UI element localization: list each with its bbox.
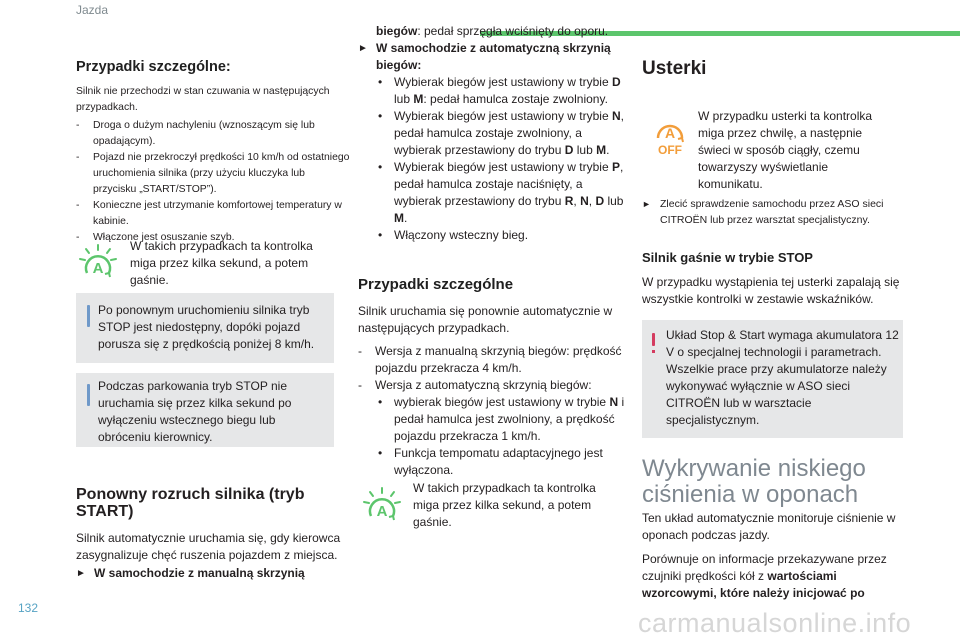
- watermark: carmanualsonline.info: [638, 608, 912, 638]
- special-cases-title: Przypadki szczególne: [358, 276, 514, 293]
- special-cases-intro: Silnik uruchamia się ponownie automatycznie w następujących przypadkach.: [358, 304, 613, 335]
- col2-icon-text: W takich przypadkach ta kontrolka miga przez kilka sekund, a potem gaśnie.: [413, 481, 596, 529]
- col1-item: - Konieczne jest utrzymanie komfortowej temperatury w kabinie.: [76, 198, 351, 230]
- col1-conditions: [76, 84, 351, 246]
- auto-item: • Wybierak biegów jest ustawiony w trybie N, pedał hamulca zostaje zwolniony, a wybierak przestawiony do trybu D lub M.: [376, 108, 630, 159]
- special-item: - Wersja z manualną skrzynią biegów: prędkość pojazdu przekracza 4 km/h.: [358, 343, 630, 377]
- auto-item: • Włączony wsteczny bieg.: [376, 227, 630, 244]
- battery-warning-box: [642, 320, 903, 438]
- restart-text: Silnik automatycznie uruchamia się, gdy kierowca zasygnalizuje chęć ruszenia pojazdem z miejsca.: [76, 531, 341, 562]
- info-box-text: Po ponownym uruchomieniu silnika tryb STOP jest niedostępny, dopóki pojazd porusza się z prędkością poniżej 8 km/h.: [98, 303, 315, 351]
- col1-item: - Pojazd nie przekroczył prędkości 10 km/h od ostatniego uruchomienia silnika (przy użyciu kluczyka lub przycisku „START/STOP”).: [76, 150, 351, 198]
- manual-gearbox-label: ► W samochodzie z manualną skrzynią: [76, 566, 305, 580]
- fault-advice: ► Zlecić sprawdzenie samochodu przez ASO sieci CITROËN lub przez warsztat specjalistyczny.: [642, 198, 884, 226]
- col1-item: - Włączone jest osuszanie szyb.: [76, 230, 351, 246]
- col1-intro: Silnik nie przechodzi w stan czuwania w następujących przypadkach.: [76, 86, 330, 113]
- arrow-bullet-icon: ►: [76, 568, 86, 579]
- fault-text: W przypadku usterki ta kontrolka miga przez chwilę, a następnie świeci w sposób ciągły, czemu towarzyszy wyświetlanie komunikatu.: [698, 109, 873, 191]
- stop-start-fault-orange-icon: [648, 112, 692, 156]
- special-cases-list: [358, 343, 630, 479]
- svg-text:OFF: OFF: [658, 143, 682, 156]
- info-bar: [87, 305, 90, 327]
- svg-text:A: A: [376, 503, 388, 520]
- section-label: Jazda: [76, 3, 109, 17]
- stop-fault-title: Silnik gaśnie w trybie STOP: [642, 250, 813, 265]
- special-subitem: • Funkcja tempomatu adaptacyjnego jest wyłączona.: [376, 445, 630, 479]
- special-subitem: • wybierak biegów jest ustawiony w trybie N i pedał hamulca jest zwolniony, a prędkość pojazdu przekracza 1 km/h.: [376, 394, 630, 445]
- arrow-bullet-icon: ►: [642, 199, 651, 209]
- info-bar: [87, 384, 90, 406]
- battery-warning-text: Układ Stop & Start wymaga akumulatora 12 V o specjalnej technologii i parametrach. Wszelkie prace przy akumulatorze należy wykonywać wyłącznie w ASO sieci CITROËN lub w warsztacie specjalistycznym.: [666, 328, 899, 427]
- auto-item: • Wybierak biegów jest ustawiony w trybie P, pedał hamulca zostaje naciśnięty, a wybierak przestawiony do trybu R, N, D lub M.: [376, 159, 630, 227]
- page-number: 132: [18, 601, 39, 615]
- auto-gearbox-label: ► W samochodzie z automatyczną skrzynią biegów:: [358, 41, 611, 72]
- special-item: - Wersja z automatyczną skrzynią biegów:: [358, 377, 630, 394]
- tyre-text-2: Porównuje on informacje przekazywane przez czujniki prędkości kół z wartościami wzorcowymi, które należy inicjować po: [642, 552, 887, 600]
- svg-text:A: A: [92, 260, 104, 277]
- restart-title: Ponowny rozruch silnika (tryb START): [76, 486, 305, 520]
- stop-start-auto-green-icon: [78, 243, 118, 283]
- col1-item: - Droga o dużym nachyleniu (wznoszącym się lub opadającym).: [76, 118, 351, 150]
- svg-text:A: A: [664, 125, 676, 141]
- info-box-restart: [76, 293, 334, 363]
- info-box-text: Podczas parkowania tryb STOP nie uruchamia się przez kilka sekund po wyłączeniu wstecznego biegu lub obróceniu kierownicy.: [98, 379, 292, 444]
- auto-item: • Wybierak biegów jest ustawiony w trybie D lub M: pedał hamulca zostaje zwolniony.: [376, 74, 630, 108]
- stop-start-auto-green-icon: [362, 486, 402, 526]
- info-box-parking: [76, 373, 334, 447]
- col1-title: Przypadki szczególne:: [76, 59, 231, 75]
- tyre-text-1: Ten układ automatycznie monitoruje ciśnienie w oponach podczas jazdy.: [642, 511, 896, 542]
- arrow-bullet-icon: ►: [358, 43, 368, 54]
- faults-title: Usterki: [642, 58, 707, 79]
- stop-fault-text: W przypadku wystąpienia tej usterki zapalają się wszystkie kontrolki w zestawie wskaźników.: [642, 275, 900, 306]
- col1-icon-text: W takich przypadkach ta kontrolka miga przez kilka sekund, a potem gaśnie.: [130, 239, 313, 287]
- warning-exclamation-icon: [652, 333, 655, 346]
- manual-gearbox-continuation: biegów: pedał sprzęgła wciśnięty do oporu.: [376, 24, 609, 38]
- tyre-pressure-title: Wykrywanie niskiego ciśnienia w oponach: [642, 455, 866, 508]
- auto-gearbox-section: [358, 40, 630, 244]
